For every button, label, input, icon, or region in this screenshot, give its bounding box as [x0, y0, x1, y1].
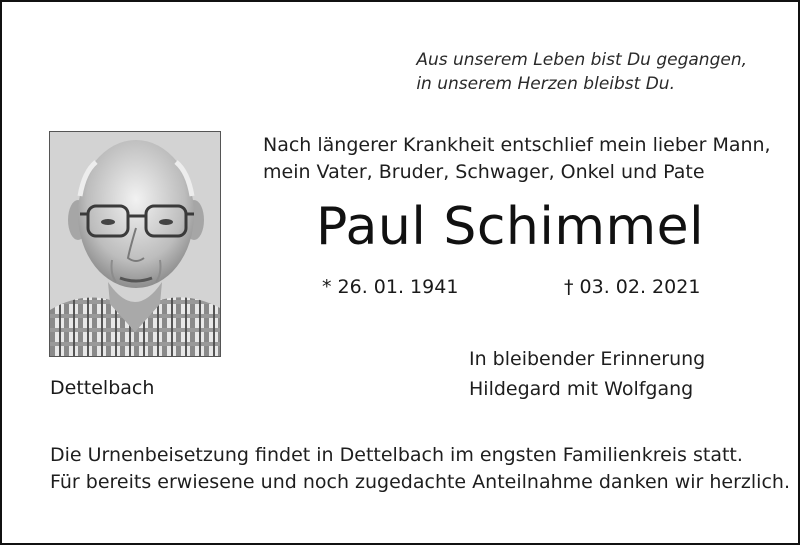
intro-line: Nach längerer Krankheit entschlief mein lieber Mann, — [263, 134, 771, 156]
remembrance-line: In bleibender Erinnerung — [469, 348, 706, 370]
notice-line: Für bereits erwiesene und noch zugedachte Anteilnahme danken wir herzlich. — [50, 471, 790, 493]
funeral-notice — [50, 442, 790, 496]
death-date: † 03. 02. 2021 — [564, 276, 701, 298]
motto-line: Aus unserem Leben bist Du gegangen, — [416, 50, 747, 70]
motto-line: in unserem Herzen bleibst Du. — [416, 74, 675, 94]
intro-text — [263, 132, 771, 186]
place-name: Dettelbach — [50, 377, 155, 399]
remembrance-line: Hildegard mit Wolfgang — [469, 378, 694, 400]
portrait-photo — [49, 131, 221, 357]
birth-date: * 26. 01. 1941 — [322, 276, 459, 298]
remembrance-signature — [469, 344, 705, 404]
intro-line: mein Vater, Bruder, Schwager, Onkel und Pate — [263, 161, 705, 183]
motto-verse — [416, 48, 747, 96]
deceased-name: Paul Schimmel — [316, 197, 705, 257]
notice-line: Die Urnenbeisetzung findet in Dettelbach im engsten Familienkreis statt. — [50, 444, 743, 466]
portrait-photo-icon — [50, 132, 220, 356]
